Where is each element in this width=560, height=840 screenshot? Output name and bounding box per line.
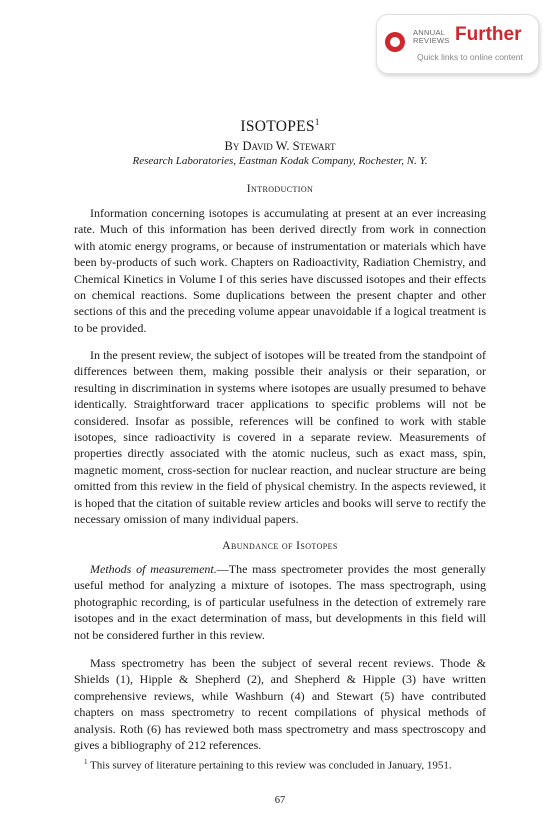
annual-reviews-logo-icon <box>385 32 405 52</box>
abundance-paragraph-1 <box>74 561 486 643</box>
article-title <box>0 117 560 136</box>
abundance-paragraph-1-text: —The mass spectrometer provides the most generally useful method for analyzing a mixture of isotopes. The mass spectrograph, using photographic recording, is of particular usefulness in the detection of extremely rare isotopes and in the exact determination of mass, but developments in this field will not be considered further in this review. <box>74 562 486 642</box>
article-affiliation: Research Laboratories, Eastman Kodak Company, Rochester, N. Y. <box>132 155 428 167</box>
methods-of-measurement-lead: Methods of measurement. <box>90 562 217 576</box>
section-heading-introduction: Introduction <box>246 183 314 195</box>
intro-paragraph-1: Information concerning isotopes is accumulating at present at an ever increasing rate. Much of this information has been derived directly from work in connection with atomic energy programs, or because of instrumentation or materials which have been by-products of such work. Chapters on Radioactivity, Radiation Chemistry, and Chemical Kinetics in Volume I of this series have discussed isotopes and their effects on chemical reactions. Some duplications between the present chapter and other sections of this and the preceding volume appear unavoidable if a logical treatment is to be provided. <box>74 206 486 335</box>
title-footnote-mark: 1 <box>314 117 320 127</box>
badge-annual-reviews-label: ANNUAL REVIEWS <box>413 28 450 45</box>
badge-further-label: Further <box>455 24 522 45</box>
page-number: 67 <box>274 795 286 806</box>
footnote-mark: 1 <box>84 758 88 766</box>
badge-subtitle: Quick links to online content <box>417 52 523 62</box>
section-heading-abundance: Abundance of Isotopes <box>222 540 338 552</box>
intro-paragraph-2: In the present review, the subject of isotopes will be treated from the standpoint of differences between them, making possible their analysis or their separation, or resulting in discrimination in systems where isotopes are usually presumed to behave identically. Straightforward tracer applications to specific problems will not be considered. Insofar as possible, references will be confined to work with stable isotopes, since radioactivity is covered in a separate review. Measurements of properties directly associated with the atomic nucleus, such as exact mass, spin, magnetic moment, cross-section for nuclear reaction, and nuclear structure are being omitted from this review in the field of physical chemistry. In the aspects reviewed, it is hoped that the citation of suitable review articles and books will serve to rectify the necessary omission of many individual papers. <box>74 348 486 527</box>
article-title-text: ISOTOPES <box>240 118 315 136</box>
footnote <box>74 755 486 773</box>
article-author: By David W. Stewart <box>224 139 336 153</box>
annual-reviews-further-badge[interactable] <box>376 14 539 74</box>
abundance-paragraph-2: Mass spectrometry has been the subject of several recent reviews. Thode & Shields (1), Hipple & Shepherd (2), and Shepherd & Hipple (3) have written comprehensive reviews, while Washburn (4) and Stewart (5) have contributed chapters on mass spectrometry to recent compilations of physical methods of analysis. Roth (6) has reviewed both mass spectrometry and mass spectroscopy and gives a bibliography of 212 references. <box>74 656 486 753</box>
footnote-text: This survey of literature pertaining to this review was concluded in January, 1951. <box>87 759 452 772</box>
